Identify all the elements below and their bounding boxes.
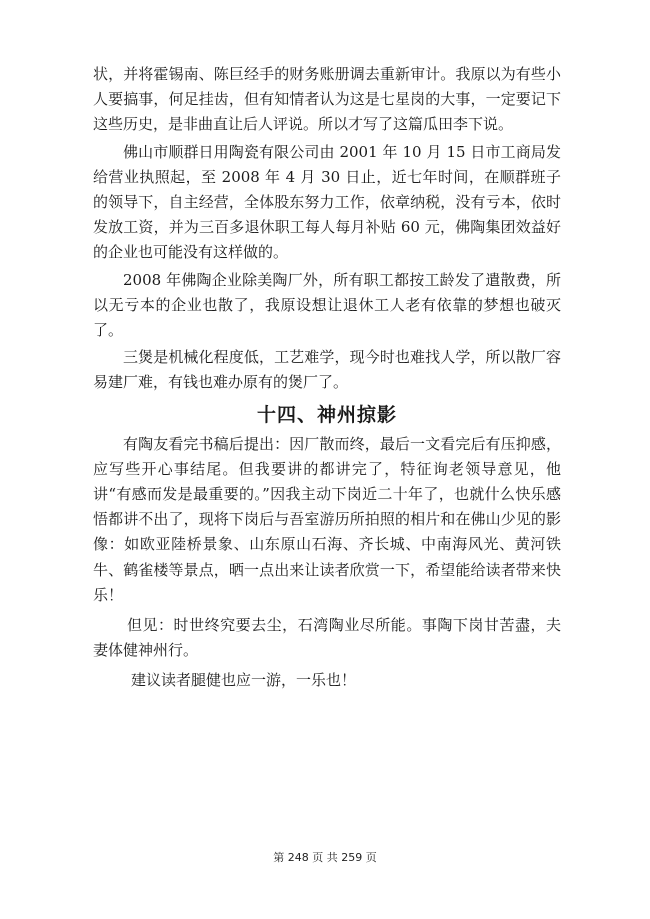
paragraph-audit: 状，并将霍锡南、陈巨经手的财务账册调去重新审计。我原以为有些小人要搞事，何足挂齿，但有知情者认为这是七星岗的大事，一定要记下这些历史，是非曲直让后人评说。所以才写了这篇瓜田李下说。 (93, 65, 561, 134)
paragraph-poem: 但见：时世终究要去尘，石湾陶业尽所能。事陶下岗甘苦盡，夫妻体健神州行。 (93, 616, 561, 660)
paragraph-company-history: 佛山市顺群日用陶瓷有限公司由 2001 年 10 月 15 日市工商局发给营业执照起，至 2008 年 4 月 30 日止，近七年时间，在顺群班子的领导下，自主经营，全体股东努力工作，依章纳税，没有亏本，依时发放工资，并为三百多退休职工每人每月补贴 60 元，佛陶集团效益好的企业也可能没有这样做的。 (93, 142, 561, 262)
paragraph-mechanization: 三煲是机械化程度低，工艺难学，现今时也难找人学，所以散厂容易建厂难，有钱也难办原有的煲厂了。 (93, 348, 561, 392)
paragraph-travel-intro: 有陶友看完书稿后提出：因厂散而终，最后一文看完后有压抑感，应写些开心事结尾。但我要讲的都讲完了，特征询老领导意见，他讲“有感而发是最重要的。”因我主动下岗近二十年了，也就什么快乐感悟都讲不出了，现将下岗后与吾室游历所拍照的相片和在佛山少见的影像：如欧亚陸桥景象、山东原山石海、齐长城、中南海风光、黄河铁牛、鹤雀楼等景点，晒一点出来让读者欣赏一下，希望能给读者带来快乐！ (93, 434, 561, 604)
paragraph-2008-dissolution: 2008 年佛陶企业除美陶厂外，所有职工都按工龄发了遣散费，所以无亏本的企业也散了，我原设想让退休工人老有依靠的梦想也破灭了。 (93, 270, 561, 340)
paragraph-suggestion: 建议读者腿健也应一游，一乐也！ (131, 671, 357, 690)
page-footer: 第 248 页 共 259 页 (273, 851, 377, 864)
section-heading: 十四、神州掠影 (256, 403, 397, 426)
page-content (93, 62, 561, 694)
